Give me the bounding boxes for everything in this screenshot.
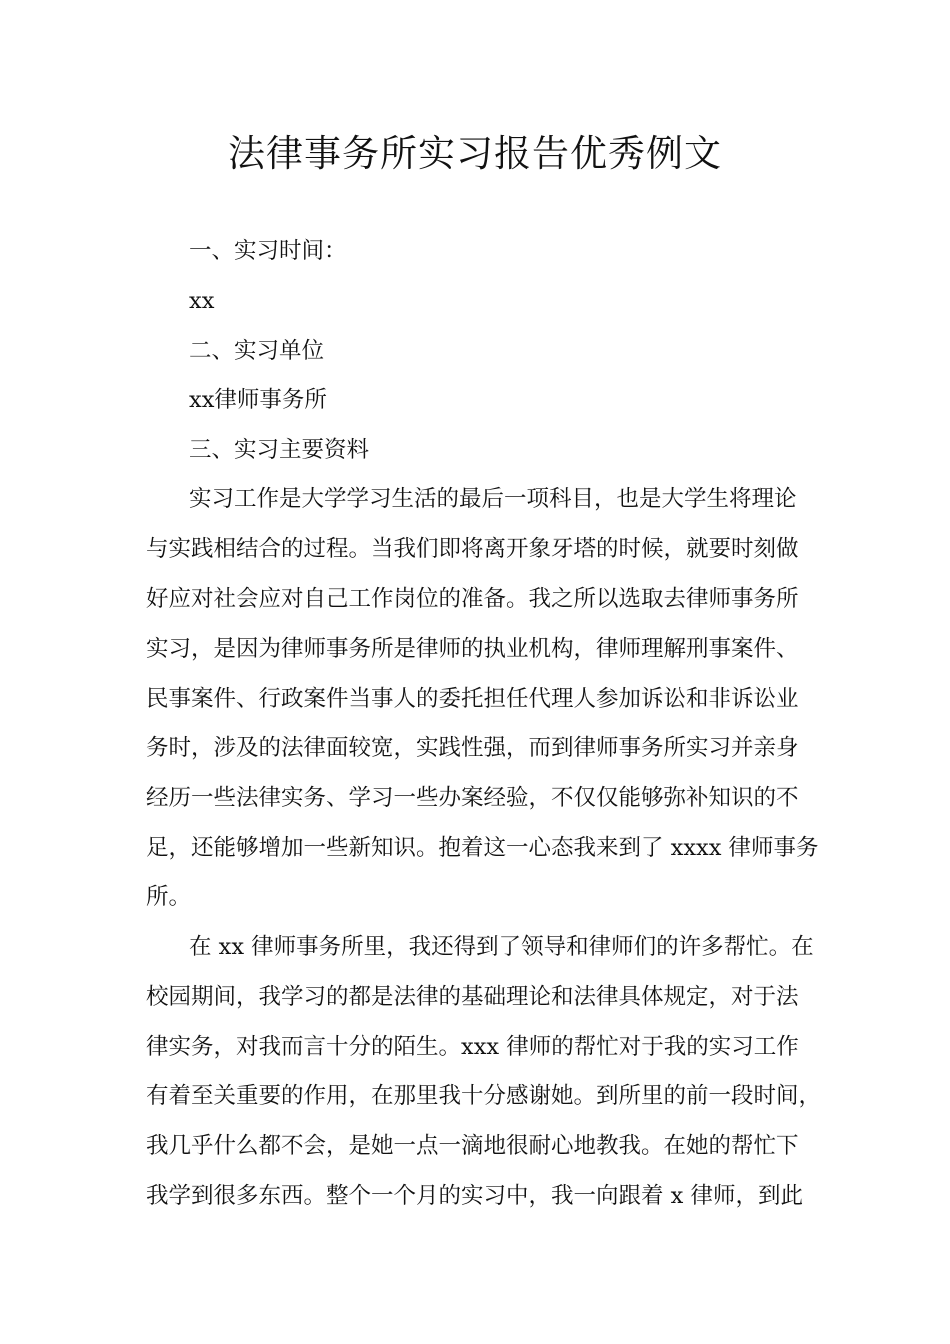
section-heading-unit: 二、实习单位 bbox=[189, 338, 325, 364]
paragraph-line: 经历一些法律实务、学习一些办案经验，不仅仅能够弥补知识的不 bbox=[146, 785, 799, 811]
paragraph-line: 实习，是因为律师事务所是律师的执业机构，律师理解刑事案件、 bbox=[146, 636, 799, 662]
paragraph-line: 我学到很多东西。整个一个月的实习中，我一向跟着 x 律师，到此 bbox=[146, 1183, 803, 1209]
paragraph-line: 有着至关重要的作用，在那里我十分感谢她。到所里的前一段时间， bbox=[146, 1083, 822, 1109]
section-heading-content: 三、实习主要资料 bbox=[189, 437, 370, 463]
paragraph-line: 我几乎什么都不会，是她一点一滴地很耐心地教我。在她的帮忙下 bbox=[146, 1133, 799, 1159]
paragraph-line: 民事案件、行政案件当事人的委托担任代理人参加诉讼和非诉讼业 bbox=[146, 686, 799, 712]
paragraph-line: 校园期间，我学习的都是法律的基础理论和法律具体规定，对于法 bbox=[146, 984, 799, 1010]
section-value-time: xx bbox=[189, 288, 215, 314]
document-title: 法律事务所实习报告优秀例文 bbox=[228, 132, 722, 175]
paragraph-line: 在 xx 律师事务所里，我还得到了领导和律师们的许多帮忙。在 bbox=[189, 934, 814, 960]
section-value-unit: xx律师事务所 bbox=[189, 387, 327, 413]
paragraph-line: 所。 bbox=[146, 884, 192, 910]
paragraph-line: 务时，涉及的法律面较宽，实践性强，而到律师事务所实习并亲身 bbox=[146, 735, 799, 761]
paragraph-line: 足，还能够增加一些新知识。抱着这一心态我来到了 xxxx 律师事务 bbox=[146, 835, 819, 861]
paragraph-line: 实习工作是大学学习生活的最后一项科目，也是大学生将理论 bbox=[189, 486, 797, 512]
paragraph-line: 好应对社会应对自己工作岗位的准备。我之所以选取去律师事务所 bbox=[146, 586, 799, 612]
section-heading-time: 一、实习时间： bbox=[189, 238, 347, 264]
paragraph-line: 与实践相结合的过程。当我们即将离开象牙塔的时候，就要时刻做 bbox=[146, 536, 799, 562]
paragraph-line: 律实务，对我而言十分的陌生。xxx 律师的帮忙对于我的实习工作 bbox=[146, 1034, 799, 1060]
